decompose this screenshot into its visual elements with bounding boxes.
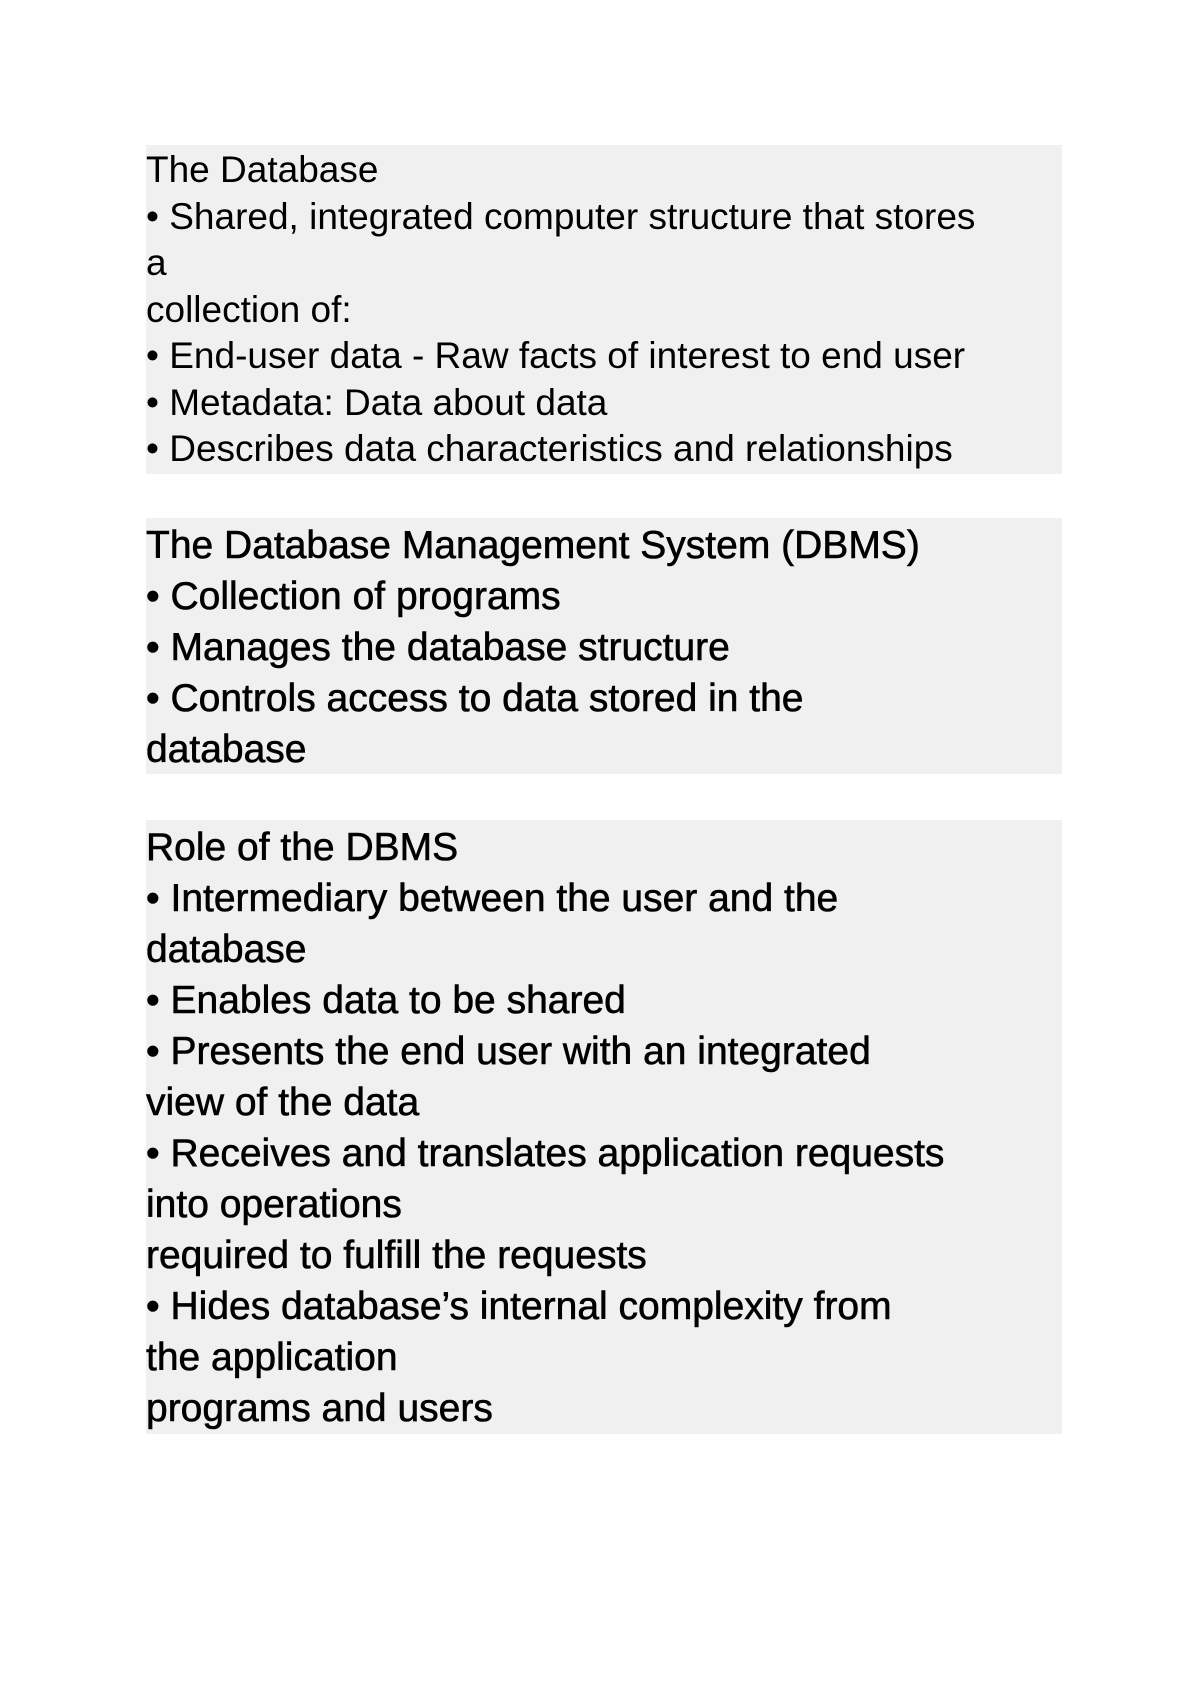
role-of-dbms-section: [146, 820, 1062, 1434]
text-line: • Receives and translates application requests: [146, 1132, 945, 1175]
text-line: view of the data: [146, 1081, 420, 1124]
text-line: • Shared, integrated computer structure that stores: [146, 195, 976, 237]
text-line: • Metadata: Data about data: [146, 381, 608, 423]
text-line: database: [146, 728, 307, 771]
text-line: into operations: [146, 1183, 402, 1226]
text-line: programs and users: [146, 1387, 493, 1430]
text-line: collection of:: [146, 288, 352, 330]
text-line: • Controls access to data stored in the: [146, 677, 804, 720]
section-title: Role of the DBMS: [146, 826, 459, 869]
section-title: The Database: [146, 149, 379, 190]
text-line: • End-user data - Raw facts of interest to end user: [146, 335, 966, 376]
text-line: • Hides database’s internal complexity from: [146, 1285, 892, 1328]
text-line: • Intermediary between the user and the: [146, 877, 839, 920]
text-line: • Describes data characteristics and relationships: [146, 428, 953, 469]
text-line: • Enables data to be shared: [146, 979, 626, 1022]
text-line: • Manages the database structure: [146, 626, 730, 669]
text-line: a: [146, 242, 167, 283]
text-line: the application: [146, 1336, 398, 1379]
text-line: • Presents the end user with an integrated: [146, 1030, 871, 1073]
section-title: The Database Management System (DBMS): [146, 524, 920, 567]
database-section: [146, 145, 1062, 474]
text-line: database: [146, 928, 307, 971]
dbms-section: [146, 518, 1062, 774]
text-line: required to fulfill the requests: [146, 1234, 647, 1277]
text-line: • Collection of programs: [146, 575, 561, 618]
